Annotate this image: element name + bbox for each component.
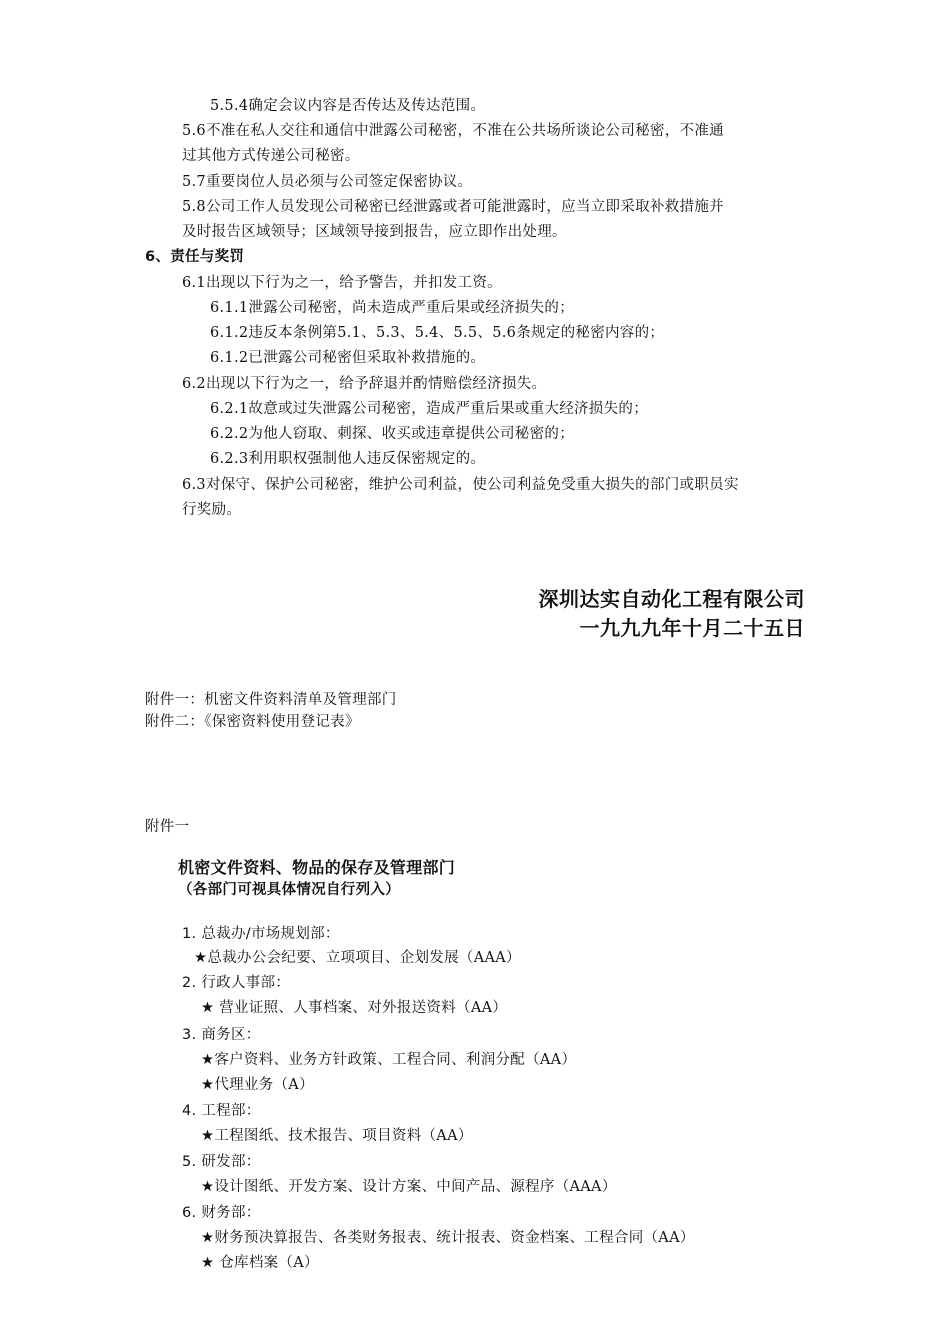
dept-6-name: 6. 财务部： bbox=[182, 1205, 261, 1221]
appendix-label: 附件一 bbox=[145, 819, 190, 835]
star-icon: ★ bbox=[201, 1052, 215, 1068]
dept-1-item-1: ★总裁办公会纪要、立项项目、企划发展（AAA） bbox=[194, 950, 521, 966]
signature-date: 一九九九年十月二十五日 bbox=[579, 616, 805, 640]
dept-2-item-1: ★ 营业证照、人事档案、对外报送资料（AA） bbox=[201, 1000, 508, 1016]
star-icon: ★ bbox=[201, 1077, 215, 1093]
clause-6-2-1: 6.2.1故意或过失泄露公司秘密，造成严重后果或重大经济损失的； bbox=[210, 401, 648, 417]
attachment-2: 附件二：《保密资料使用登记表》 bbox=[145, 714, 360, 730]
clause-6-2-2: 6.2.2为他人窃取、刺探、收买或违章提供公司秘密的； bbox=[210, 426, 574, 442]
star-icon: ★ bbox=[201, 1230, 215, 1246]
dept-5-item-1: ★设计图纸、开发方案、设计方案、中间产品、源程序（AAA） bbox=[201, 1179, 617, 1195]
clause-5-7: 5.7重要岗位人员必须与公司签定保密协议。 bbox=[182, 174, 473, 190]
dept-1-name: 1. 总裁办/市场规划部： bbox=[182, 926, 340, 942]
dept-6-item-2: ★ 仓库档案（A） bbox=[201, 1255, 319, 1271]
dept-5-name: 5. 研发部： bbox=[182, 1154, 261, 1170]
star-icon: ★ bbox=[201, 1179, 215, 1195]
dept-3-name: 3. 商务区： bbox=[182, 1027, 261, 1043]
star-icon: ★ bbox=[201, 1128, 215, 1144]
appendix-subtitle: （各部门可视具体情况自行列入） bbox=[178, 882, 400, 898]
clause-6-1-2b: 6.1.2已泄露公司秘密但采取补救措施的。 bbox=[210, 350, 486, 366]
star-icon: ★ bbox=[201, 1000, 215, 1016]
star-icon: ★ bbox=[201, 1255, 215, 1271]
clause-6-3-line2: 行奖励。 bbox=[182, 502, 242, 518]
clause-5-8-line1: 5.8公司工作人员发现公司秘密已经泄露或者可能泄露时，应当立即采取补救措施并 bbox=[182, 199, 724, 215]
dept-6-item-1: ★财务预决算报告、各类财务报表、统计报表、资金档案、工程合同（AA） bbox=[201, 1230, 695, 1246]
clause-6-1-2: 6.1.2违反本条例第5.1、5.3、5.4、5.5、5.6条规定的秘密内容的； bbox=[210, 325, 665, 341]
appendix-title: 机密文件资料、物品的保存及管理部门 bbox=[178, 858, 456, 877]
dept-3-item-1: ★客户资料、业务方针政策、工程合同、利润分配（AA） bbox=[201, 1052, 577, 1068]
clause-6-3-line1: 6.3对保守、保护公司秘密，维护公司利益，使公司利益免受重大损失的部门或职员实 bbox=[182, 477, 739, 493]
attachment-1: 附件一：机密文件资料清单及管理部门 bbox=[145, 692, 397, 708]
star-icon: ★ bbox=[194, 950, 208, 966]
dept-4-item-1: ★工程图纸、技术报告、项目资料（AA） bbox=[201, 1128, 473, 1144]
clause-5-6-line1: 5.6不准在私人交往和通信中泄露公司秘密，不准在公共场所谈论公司秘密，不准通 bbox=[182, 123, 724, 139]
clause-6-1-1: 6.1.1泄露公司秘密，尚未造成严重后果或经济损失的； bbox=[210, 300, 574, 316]
clause-5-8-line2: 及时报告区域领导；区域领导接到报告，应立即作出处理。 bbox=[182, 224, 567, 240]
dept-3-item-2: ★代理业务（A） bbox=[201, 1077, 314, 1093]
clause-6-1: 6.1出现以下行为之一，给予警告，并扣发工资。 bbox=[182, 275, 502, 291]
clause-5-6-line2: 过其他方式传递公司秘密。 bbox=[182, 148, 360, 164]
clause-5-5-4: 5.5.4确定会议内容是否传达及传达范围。 bbox=[210, 98, 486, 114]
signature-company: 深圳达实自动化工程有限公司 bbox=[538, 587, 805, 611]
clause-6-2: 6.2出现以下行为之一，给予辞退并酌情赔偿经济损失。 bbox=[182, 376, 547, 392]
section-6-heading: 6、责任与奖罚 bbox=[145, 249, 245, 265]
dept-4-name: 4. 工程部： bbox=[182, 1103, 261, 1119]
clause-6-2-3: 6.2.3利用职权强制他人违反保密规定的。 bbox=[210, 451, 486, 467]
dept-2-name: 2. 行政人事部： bbox=[182, 975, 291, 991]
